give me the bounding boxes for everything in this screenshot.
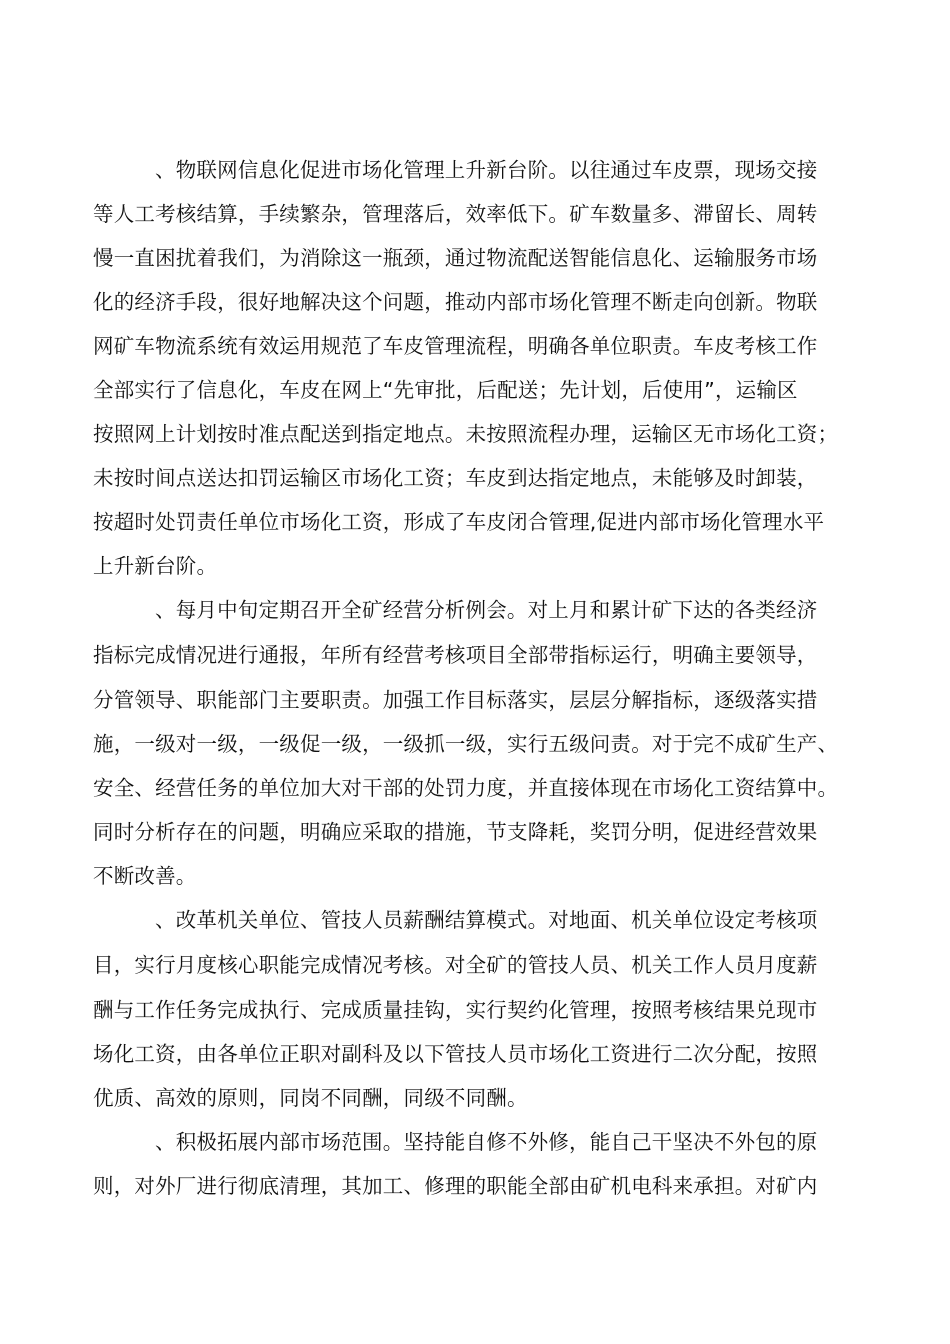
paragraph-3-line-1: 、改革机关单位、管技人员薪酬结算模式。对地面、机关单位设定考核项 — [155, 908, 818, 932]
paragraph-2-line-1: 、每月中旬定期召开全矿经营分析例会。对上月和累计矿下达的各类经济 — [155, 598, 818, 622]
paragraph-4-line-2: 则，对外厂进行彻底清理，其加工、修理的职能全部由矿机电科来承担。对矿内 — [93, 1174, 818, 1198]
paragraph-3-line-5: 优质、高效的原则，同岗不同酬，同级不同酬。 — [93, 1086, 528, 1110]
paragraph-4-line-1: 、积极拓展内部市场范围。坚持能自修不外修，能自己干坚决不外包的原 — [155, 1130, 818, 1154]
paragraph-2-line-4: 施，一级对一级，一级促一级，一级抓一级，实行五级问责。对于完不成矿生产、 — [93, 732, 839, 756]
paragraph-2-line-7: 不断改善。 — [93, 864, 197, 888]
paragraph-1-line-8: 未按时间点送达扣罚运输区市场化工资；车皮到达指定地点，未能够及时卸装， — [93, 466, 818, 490]
paragraph-1-line-6: 全部实行了信息化，车皮在网上“先审批，后配送；先计划，后使用”，运输区 — [93, 378, 798, 402]
paragraph-3-line-4: 场化工资，由各单位正职对副科及以下管技人员市场化工资进行二次分配，按照 — [93, 1042, 818, 1066]
paragraph-1-line-2: 等人工考核结算，手续繁杂，管理落后，效率低下。矿车数量多、滞留长、周转 — [93, 202, 818, 226]
paragraph-1-line-3: 慢一直困扰着我们，为消除这一瓶颈，通过物流配送智能信息化、运输服务市场 — [93, 246, 818, 270]
paragraph-2-line-6: 同时分析存在的问题，明确应采取的措施，节支降耗，奖罚分明，促进经营效果 — [93, 820, 818, 844]
paragraph-1-line-4: 化的经济手段，很好地解决这个问题，推动内部市场化管理不断走向创新。物联 — [93, 290, 818, 314]
paragraph-3-line-3: 酬与工作任务完成执行、完成质量挂钩，实行契约化管理，按照考核结果兑现市 — [93, 998, 818, 1022]
paragraph-2-line-3: 分管领导、职能部门主要职责。加强工作目标落实，层层分解指标，逐级落实措 — [93, 688, 818, 712]
paragraph-1-line-7: 按照网上计划按时准点配送到指定地点。未按照流程办理，运输区无市场化工资； — [93, 422, 839, 446]
paragraph-2-line-5: 安全、经营任务的单位加大对干部的处罚力度，并直接体现在市场化工资结算中。 — [93, 776, 839, 800]
paragraph-1-line-1: 、物联网信息化促进市场化管理上升新台阶。以往通过车皮票，现场交接 — [155, 158, 818, 182]
paragraph-2-line-2: 指标完成情况进行通报，年所有经营考核项目全部带指标运行，明确主要领导， — [93, 643, 818, 667]
paragraph-3-line-2: 目，实行月度核心职能完成情况考核。对全矿的管技人员、机关工作人员月度薪 — [93, 953, 818, 977]
paragraph-1-line-5: 网矿车物流系统有效运用规范了车皮管理流程，明确各单位职责。车皮考核工作 — [93, 334, 818, 358]
paragraph-1-line-9: 按超时处罚责任单位市场化工资，形成了车皮闭合管理,促进内部市场化管理水平 — [93, 510, 825, 534]
paragraph-1-line-10: 上升新台阶。 — [93, 554, 218, 578]
